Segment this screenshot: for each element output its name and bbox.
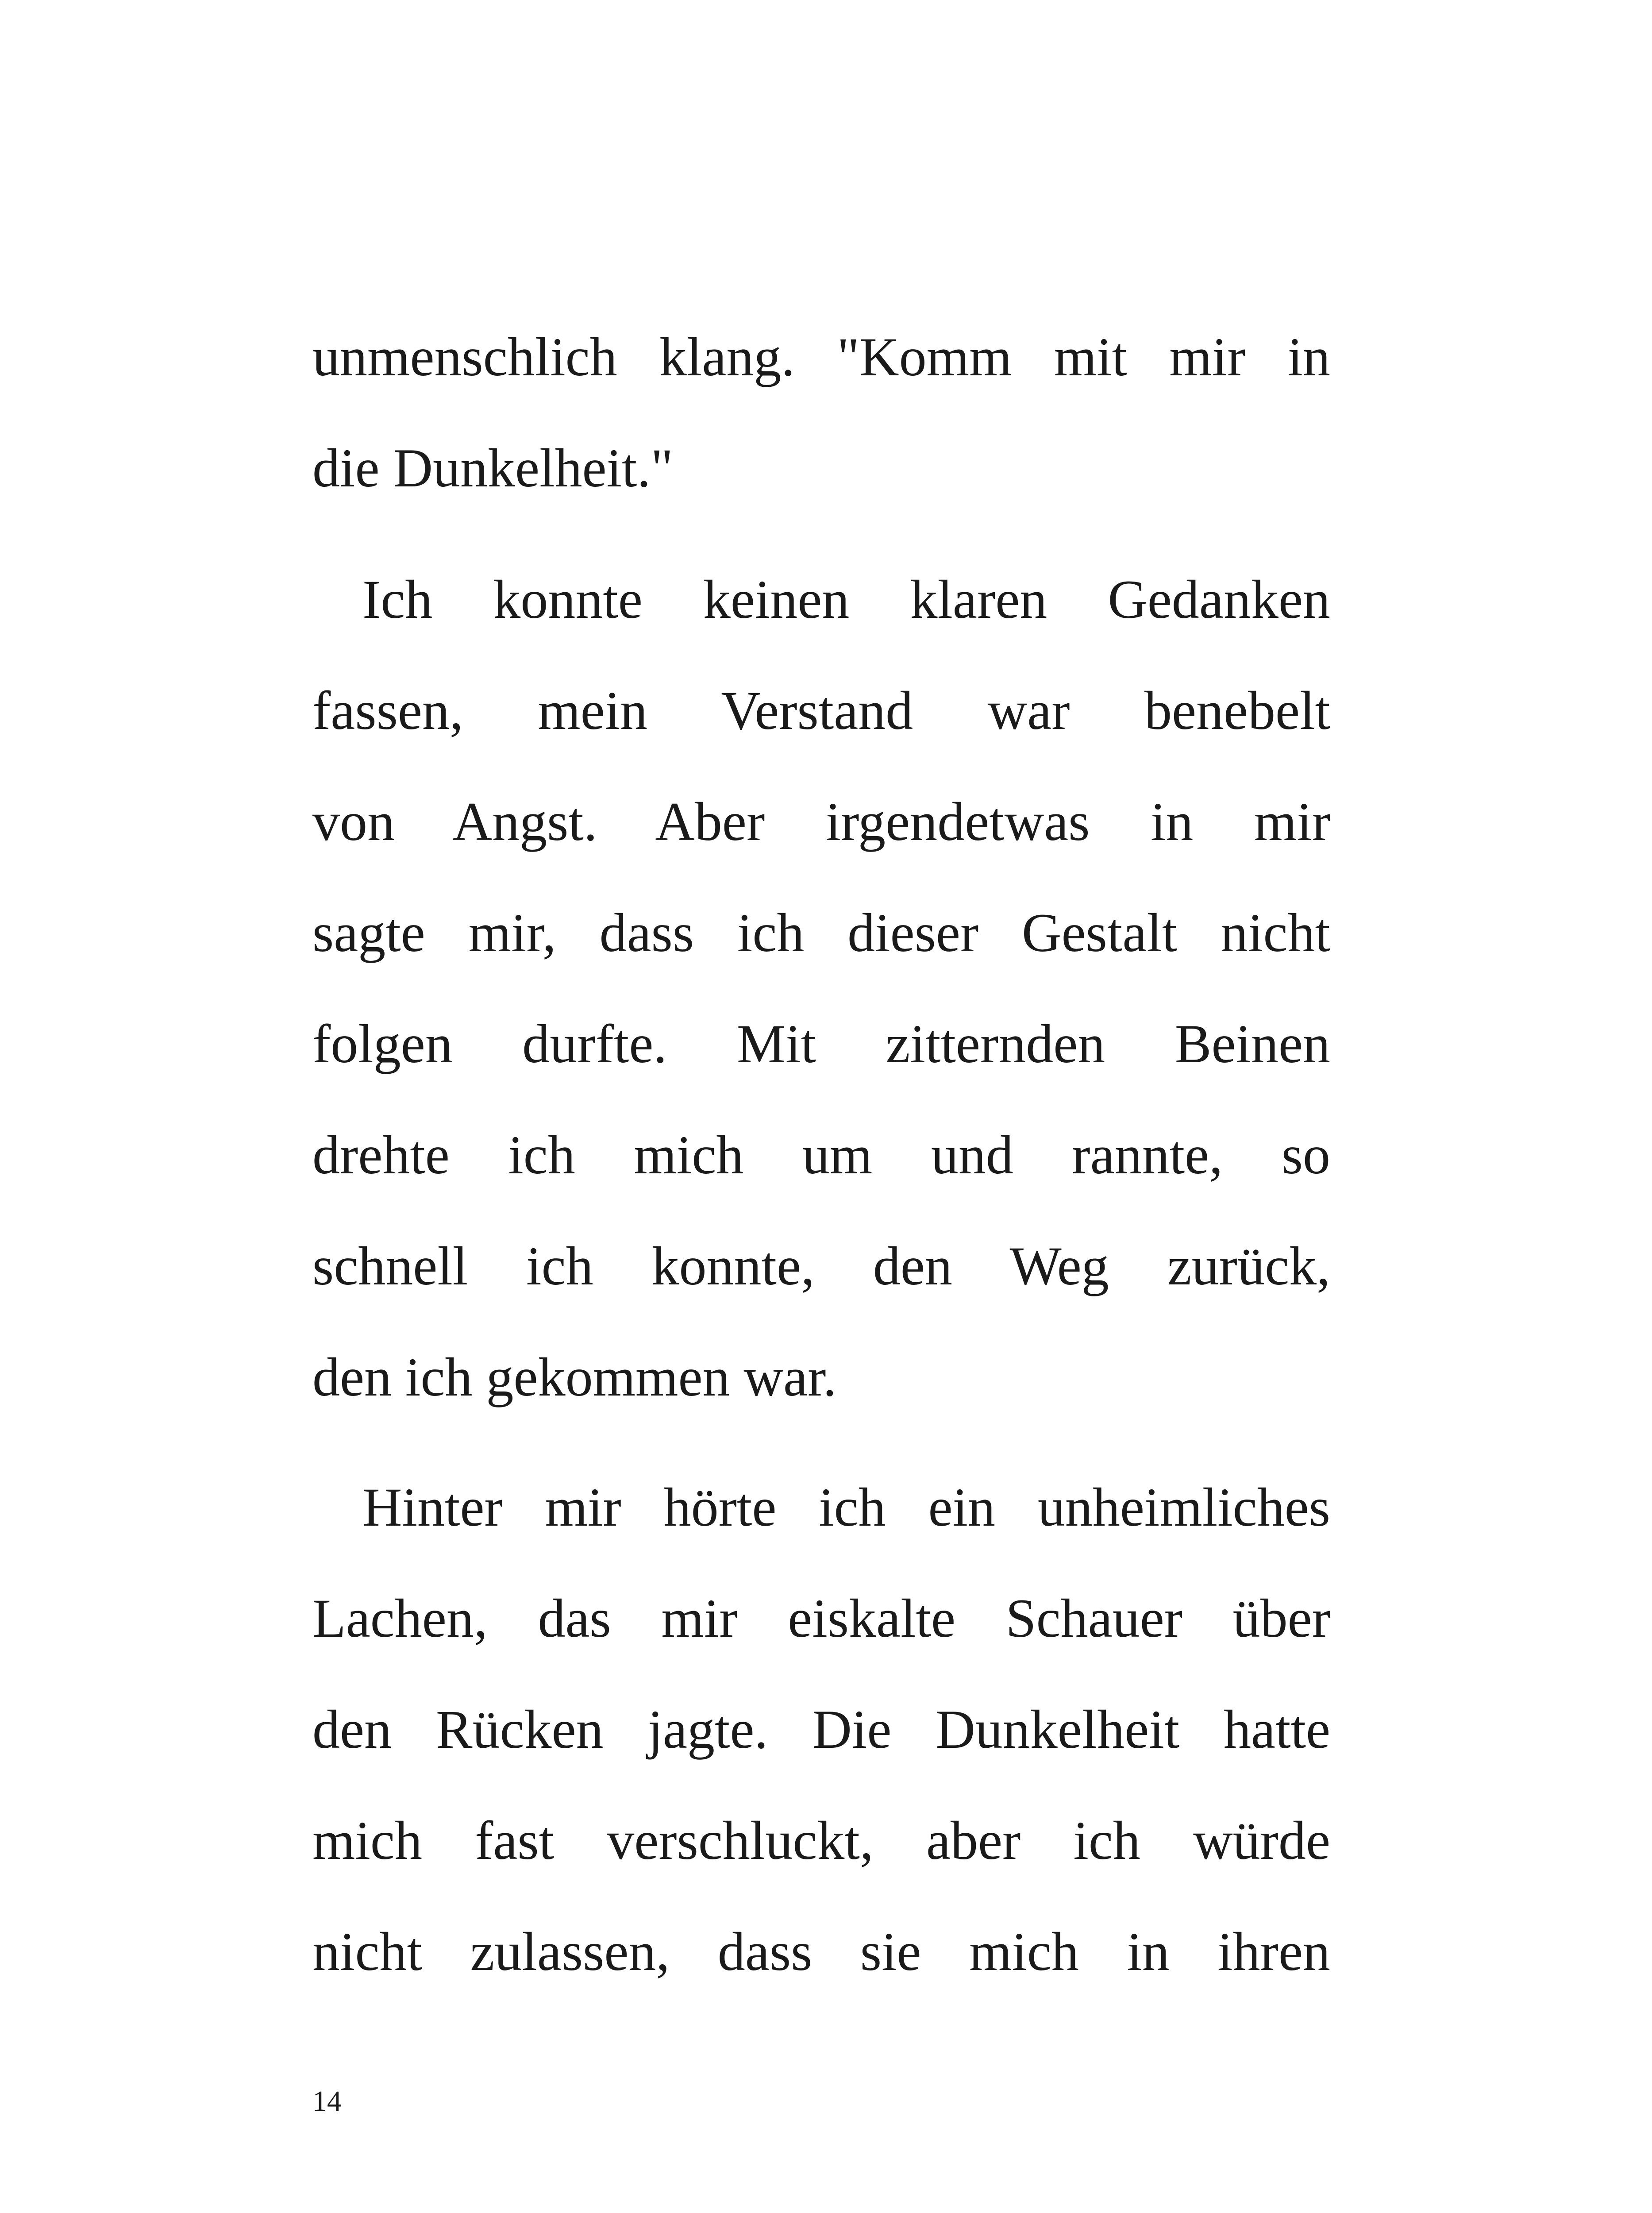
text-line: fassen, mein Verstand war benebelt	[312, 680, 1330, 741]
text-line: Lachen, das mir eiskalte Schauer über	[312, 1588, 1330, 1649]
text-line: Ich konnte keinen klaren Gedanken	[362, 569, 1330, 630]
text-line: sagte mir, dass ich dieser Gestalt nicht	[312, 902, 1330, 963]
text-line: unmenschlich klang. "Komm mit mir in	[312, 327, 1330, 387]
page-number: 14	[312, 2085, 342, 2117]
text-line: den Rücken jagte. Die Dunkelheit hatte	[312, 1699, 1330, 1760]
text-line: drehte ich mich um und rannte, so	[312, 1125, 1330, 1185]
paragraph-2	[312, 544, 1330, 1433]
paragraph-3	[312, 1452, 1330, 2007]
text-line: folgen durfte. Mit zitternden Beinen	[312, 1014, 1330, 1074]
text-line: die Dunkelheit."	[312, 438, 674, 498]
text-line: Hinter mir hörte ich ein unheimliches	[362, 1477, 1330, 1538]
text-line: mich fast verschluckt, aber ich würde	[312, 1810, 1330, 1871]
text-line: schnell ich konnte, den Weg zurück,	[312, 1236, 1330, 1296]
text-line: den ich gekommen war.	[312, 1347, 837, 1407]
paragraph-1	[312, 301, 1330, 524]
text-line: von Angst. Aber irgendetwas in mir	[312, 791, 1330, 852]
text-line: nicht zulassen, dass sie mich in ihren	[312, 1921, 1330, 1982]
